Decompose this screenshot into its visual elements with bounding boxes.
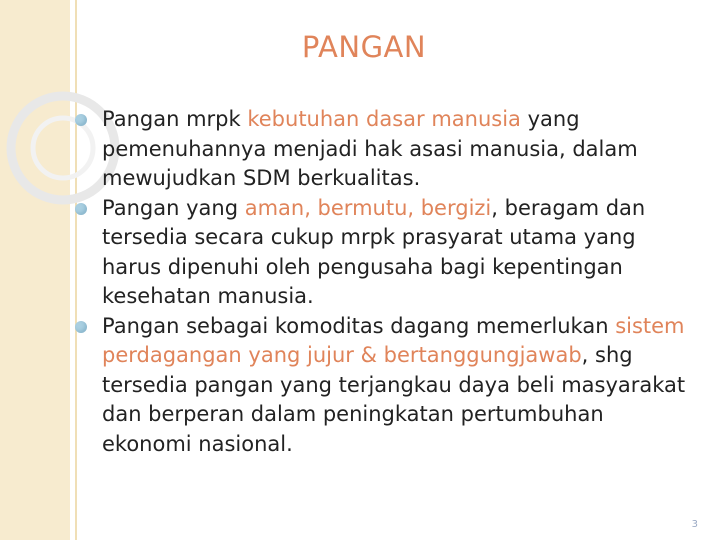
highlighted-text: aman, bermutu, bergizi bbox=[244, 195, 492, 220]
slide-title bbox=[0, 30, 720, 64]
bullet-text-part: , beragam dan tersedia secara cukup mrpk prasyarat utama yang harus dipenuhi oleh pengusaha bagi kepentingan kesehatan manusia. bbox=[102, 195, 646, 308]
bullet-text-part: , shg tersedia pangan yang terjangkau daya beli masyarakat dan berperan dalam peningkatan pertumbuhan ekonomi nasional. bbox=[102, 343, 686, 456]
bullet-text bbox=[102, 107, 638, 190]
bullet-item bbox=[69, 105, 699, 194]
bullet-item bbox=[69, 312, 699, 460]
slide-title-text: PANGAN bbox=[301, 30, 427, 64]
highlighted-text: sistem perdagangan yang jujur & bertanggungjawab bbox=[102, 313, 685, 367]
bullet-dot-icon bbox=[75, 114, 87, 126]
page-number: 3 bbox=[691, 519, 698, 530]
highlighted-text: kebutuhan dasar manusia bbox=[247, 107, 521, 131]
bullet-text-part: Pangan mrpk bbox=[102, 107, 248, 131]
bullet-item bbox=[69, 194, 699, 312]
bullet-text bbox=[102, 314, 685, 456]
bullet-dot-icon bbox=[75, 203, 87, 215]
bullet-dot-icon bbox=[75, 321, 87, 333]
bullet-text-part: yang pemenuhannya menjadi hak asasi manusia, dalam mewujudkan SDM berkualitas. bbox=[102, 107, 638, 190]
bullet-text-part: Pangan sebagai komoditas dagang memerlukan bbox=[102, 313, 616, 338]
bullet-text-part: Pangan yang bbox=[102, 195, 245, 220]
bullet-list bbox=[69, 105, 699, 459]
bullet-text bbox=[102, 196, 645, 309]
